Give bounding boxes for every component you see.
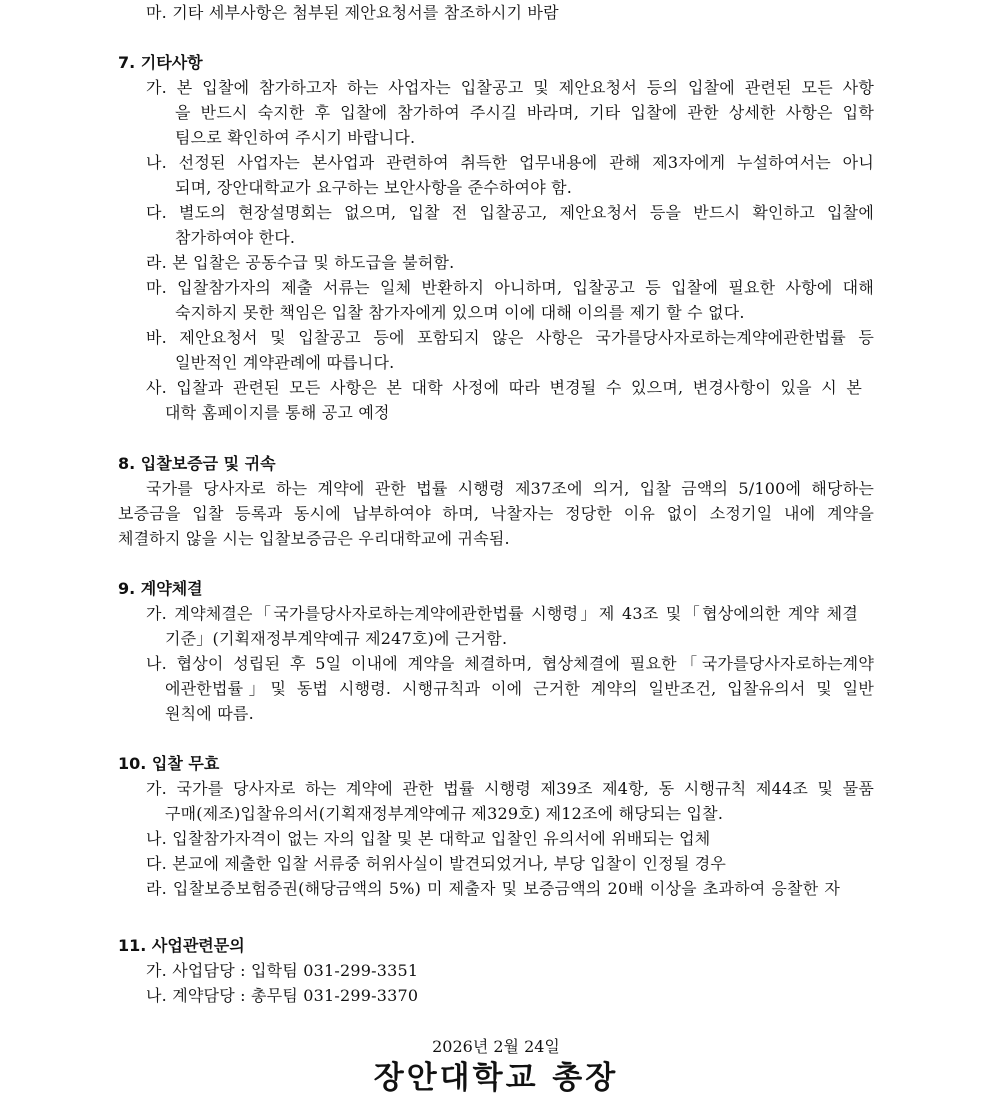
s7-item-ba-line1: 바. 제안요청서 및 입찰공고 등에 포함되지 않은 사항은 국가를당사자로하는계약에관한법률 등	[146, 328, 874, 347]
s10-item-ra: 라. 입찰보증보험증권(해당금액의 5%) 미 제출자 및 보증금액의 20배 이상을 초과하여 응찰한 자	[146, 879, 840, 898]
s9-item-na-line1: 나. 협상이 성립된 후 5일 이내에 계약을 체결하며, 협상체결에 필요한「국가를당사자로하는계약	[146, 654, 874, 673]
s7-item-ga-line2: 을 반드시 숙지한 후 입찰에 참가하여 주시길 바라며, 기타 입찰에 관한 상세한 사항은 입학	[175, 103, 874, 122]
section-10-heading: 10. 입찰 무효	[118, 754, 220, 773]
s7-item-na-line1: 나. 선정된 사업자는 본사업과 관련하여 취득한 업무내용에 관해 제3자에게 누설하여서는 아니	[146, 153, 874, 172]
section-9-heading: 9. 계약체결	[118, 579, 203, 598]
s9-item-na-line3: 원칙에 따름.	[165, 704, 254, 723]
s7-item-ma-line1: 마. 입찰참가자의 제출 서류는 일체 반환하지 아니하며, 입찰공고 등 입찰에 필요한 사항에 대해	[146, 278, 874, 297]
s7-item-ga-line1: 가. 본 입찰에 참가하고자 하는 사업자는 입찰공고 및 제안요청서 등의 입찰에 관련된 모든 사항	[146, 78, 874, 97]
s9-item-ga-line2: 기준」(기획재정부계약예규 제247호)에 근거함.	[165, 629, 508, 648]
s8-paragraph-line3: 체결하지 않을 시는 입찰보증금은 우리대학교에 귀속됨.	[118, 529, 510, 548]
s7-item-ma-line2: 숙지하지 못한 책임은 입찰 참가자에게 있으며 이에 대해 이의를 제기 할 수 없다.	[175, 303, 745, 322]
s11-item-na-contact: 나. 계약담당 : 총무팀 031-299-3370	[146, 986, 419, 1005]
s7-item-ra: 라. 본 입찰은 공동수급 및 하도급을 불허함.	[146, 253, 455, 272]
section-8-heading: 8. 입찰보증금 및 귀속	[118, 454, 276, 473]
s10-item-ga-line1: 가. 국가를 당사자로 하는 계약에 관한 법률 시행령 제39조 제4항, 동 시행규칙 제44조 및 물품	[146, 779, 874, 798]
issuer-signature: 장안대학교 총장	[373, 1060, 619, 1096]
s7-item-ba-line2: 일반적인 계약관례에 따릅니다.	[175, 353, 395, 372]
s9-item-na-line2: 에관한법률」및 동법 시행령. 시행규칙과 이에 근거한 계약의 일반조건, 입찰유의서 및 일반	[165, 679, 874, 698]
s10-item-na: 나. 입찰참가자격이 없는 자의 입찰 및 본 대학교 입찰인 유의서에 위배되는 업체	[146, 829, 711, 848]
s8-paragraph-line2: 보증금을 입찰 등록과 동시에 납부하여야 하며, 낙찰자는 정당한 이유 없이 소정기일 내에 계약을	[118, 504, 874, 523]
s9-item-ga-line1: 가. 계약체결은「국가를당사자로하는계약에관한법률 시행령」제 43조 및「협상에의한 계약 체결	[146, 604, 858, 623]
s11-item-ga-contact: 가. 사업담당 : 입학팀 031-299-3351	[146, 961, 419, 980]
s10-item-ga-line2: 구매(제조)입찰유의서(기획재정부계약예규 제329호) 제12조에 해당되는 입찰.	[165, 804, 724, 823]
s7-item-da-line2: 참가하여야 한다.	[175, 228, 296, 247]
item-ma-details: 마. 기타 세부사항은 첨부된 제안요청서를 참조하시기 바람	[146, 3, 559, 22]
document-date: 2026년 2월 24일	[432, 1037, 560, 1056]
s7-item-sa-line1: 사. 입찰과 관련된 모든 사항은 본 대학 사정에 따라 변경될 수 있으며, 변경사항이 있을 시 본	[146, 378, 862, 397]
s7-item-sa-line2: 대학 홈페이지를 통해 공고 예정	[165, 403, 390, 422]
section-7-heading: 7. 기타사항	[118, 53, 203, 72]
s8-paragraph-line1: 국가를 당사자로 하는 계약에 관한 법률 시행령 제37조에 의거, 입찰 금액의 5/100에 해당하는	[146, 479, 874, 498]
s7-item-na-line2: 되며, 장안대학교가 요구하는 보안사항을 준수하여야 함.	[175, 178, 573, 197]
s7-item-da-line1: 다. 별도의 현장설명회는 없으며, 입찰 전 입찰공고, 제안요청서 등을 반드시 확인하고 입찰에	[146, 203, 874, 222]
section-11-heading: 11. 사업관련문의	[118, 936, 245, 955]
s10-item-da: 다. 본교에 제출한 입찰 서류중 허위사실이 발견되었거나, 부당 입찰이 인정될 경우	[146, 854, 727, 873]
s7-item-ga-line3: 팀으로 확인하여 주시기 바랍니다.	[175, 128, 416, 147]
